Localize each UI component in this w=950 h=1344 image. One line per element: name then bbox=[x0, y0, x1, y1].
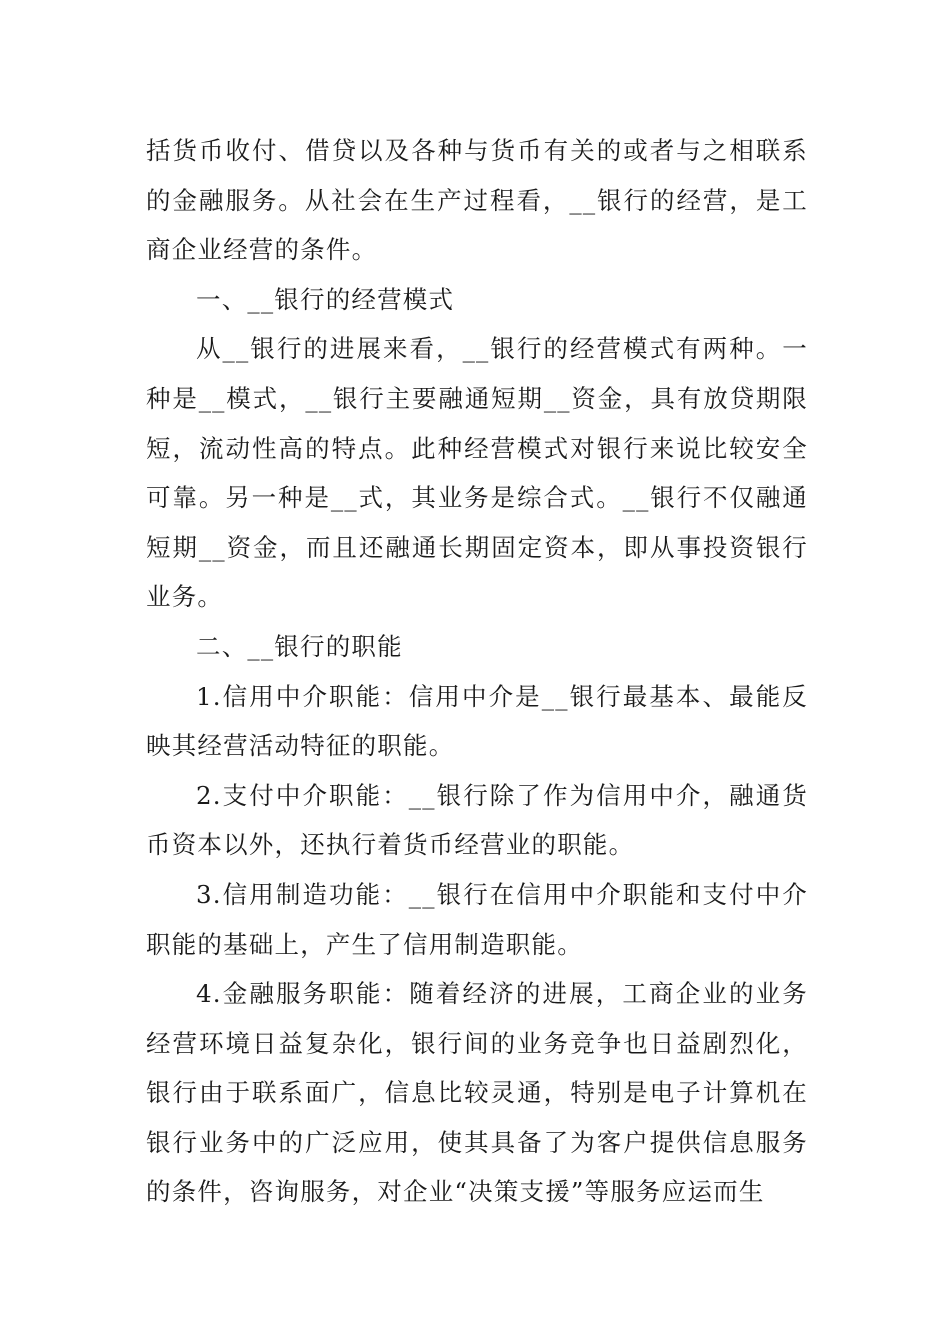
document-page bbox=[146, 126, 808, 1217]
section-heading-business-model: 一、__银行的经营模式 bbox=[196, 284, 455, 314]
paragraph-business-model: 从__银行的进展来看，__银行的经营模式有两种。一种是__模式，__银行主要融通短期__资金，具有放贷期限短，流动性高的特点。此种经营模式对银行来说比较安全可靠。另一种是__式，其业务是综合式。__银行不仅融通短期__资金，而且还融通长期固定资本，即从事投资银行业务。 bbox=[146, 334, 808, 612]
paragraph-continued-intro: 括货币收付、借贷以及各种与货币有关的或者与之相联系的金融服务。从社会在生产过程看，__银行的经营，是工商企业经营的条件。 bbox=[146, 136, 808, 265]
paragraph-credit-creation: 3.信用制造功能：__银行在信用中介职能和支付中介职能的基础上，产生了信用制造职能。 bbox=[146, 879, 808, 959]
section-heading-functions: 二、__银行的职能 bbox=[196, 631, 403, 661]
paragraph-credit-intermediary: 1.信用中介职能：信用中介是__银行最基本、最能反映其经营活动特征的职能。 bbox=[146, 681, 808, 761]
paragraph-financial-services: 4.金融服务职能：随着经济的进展，工商企业的业务经营环境日益复杂化，银行间的业务竞争也日益剧烈化，银行由于联系面广，信息比较灵通，特别是电子计算机在银行业务中的广泛应用，使其具备了为客户提供信息服务的条件，咨询服务，对企业“决策支援”等服务应运而生 bbox=[146, 979, 808, 1207]
paragraph-payment-intermediary: 2.支付中介职能：__银行除了作为信用中介，融通货币资本以外，还执行着货币经营业的职能。 bbox=[146, 780, 808, 860]
